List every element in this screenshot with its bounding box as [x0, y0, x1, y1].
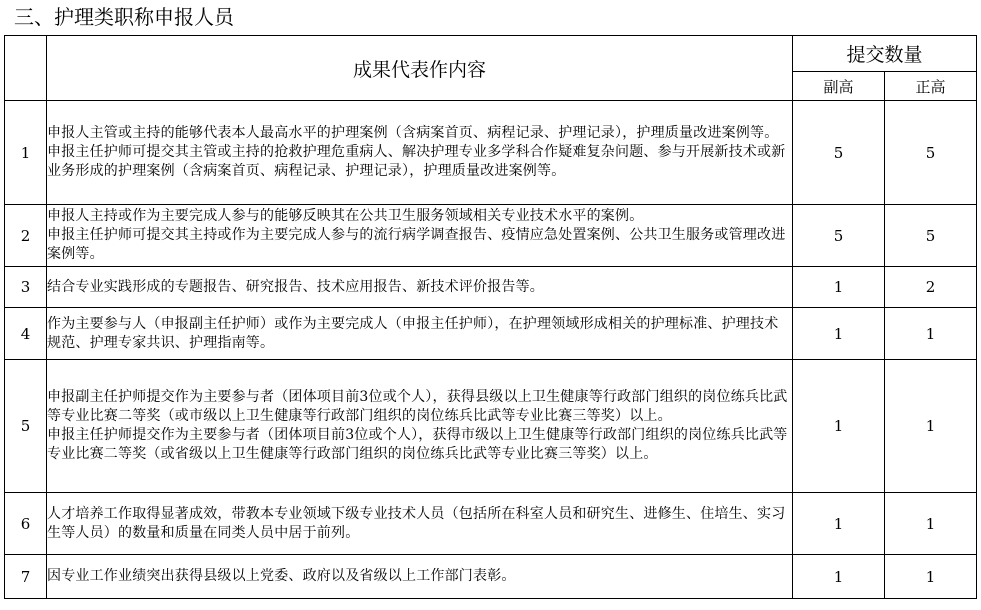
row-paragraph: 作为主要参与人（申报副主任护师）或作为主要完成人（申报主任护师），在护理领域形成相关的护理标准、护理技术规范、护理专家共识、护理指南等。 [47, 315, 779, 351]
deputy-count: 5 [793, 101, 885, 205]
deputy-count: 1 [793, 267, 885, 308]
row-paragraph: 申报主任护师可提交其主管或主持的抢救护理危重病人、解决护理专业多学科合作疑难复杂问题、参与开展新技术或新业务形成的护理案例（含病案首页、病程记录、护理记录），护理质量改进案例等。 [47, 144, 786, 179]
senior-count: 1 [885, 493, 977, 555]
row-number: 1 [5, 101, 47, 205]
row-paragraph: 申报主任护师提交作为主要参与者（团体项目前3位或个人），获得市级以上卫生健康等行政部门组织的岗位练兵比武等专业比赛二等奖（或省级以上卫生健康等行政部门组织的岗位练兵比武等专业比赛三等奖）以上。 [47, 427, 788, 462]
row-content [47, 101, 793, 205]
row-content [47, 267, 793, 308]
deputy-count: 1 [793, 555, 885, 599]
deputy-count: 1 [793, 493, 885, 555]
table-row [5, 493, 977, 555]
row-number: 4 [5, 308, 47, 360]
table-row [5, 360, 977, 493]
header-deputy: 副高 [793, 72, 885, 101]
row-content [47, 308, 793, 360]
deputy-count: 5 [793, 205, 885, 267]
row-content [47, 555, 793, 599]
row-content [47, 493, 793, 555]
table-row [5, 205, 977, 267]
table-row [5, 308, 977, 360]
row-number: 7 [5, 555, 47, 599]
row-paragraph: 结合专业实践形成的专题报告、研究报告、技术应用报告、新技术评价报告等。 [47, 278, 544, 295]
row-paragraph: 申报主任护师可提交其主持或作为主要完成人参与的流行病学调查报告、疫情应急处置案例、公共卫生服务或管理改进案例等。 [47, 227, 786, 262]
row-number: 5 [5, 360, 47, 493]
row-number: 3 [5, 267, 47, 308]
row-number: 2 [5, 205, 47, 267]
senior-count: 1 [885, 308, 977, 360]
row-content [47, 360, 793, 493]
senior-count: 2 [885, 267, 977, 308]
row-paragraph: 人才培养工作取得显著成效，带教本专业领域下级专业技术人员（包括所在科室人员和研究生、进修生、住培生、实习生等人员）的数量和质量在同类人员中居于前列。 [47, 505, 786, 541]
section-title: 三、护理类职称申报人员 [14, 5, 234, 29]
deputy-count: 1 [793, 360, 885, 493]
row-paragraph: 申报副主任护师提交作为主要参与者（团体项目前3位或个人），获得县级以上卫生健康等行政部门组织的岗位练兵比武等专业比赛二等奖（或市级以上卫生健康等行政部门组织的岗位练兵比武等专业比赛三等奖）以上。 [47, 389, 788, 424]
deputy-count: 1 [793, 308, 885, 360]
row-paragraph: 申报人主管或主持的能够代表本人最高水平的护理案例（含病案首页、病程记录、护理记录），护理质量改进案例等。 [47, 125, 779, 141]
row-content [47, 205, 793, 267]
row-number: 6 [5, 493, 47, 555]
row-paragraph: 因专业工作业绩突出获得县级以上党委、政府以及省级以上工作部门表彰。 [47, 568, 516, 584]
table-row [5, 267, 977, 308]
senior-count: 1 [885, 555, 977, 599]
header-senior: 正高 [885, 72, 977, 101]
senior-count: 5 [885, 101, 977, 205]
senior-count: 5 [885, 205, 977, 267]
table-row [5, 101, 977, 205]
row-paragraph: 申报人主持或作为主要完成人参与的能够反映其在公共卫生服务领域相关专业技术水平的案例。 [47, 208, 644, 224]
table-row [5, 555, 977, 599]
header-content: 成果代表作内容 [47, 36, 793, 101]
header-num-cell [5, 36, 47, 101]
achievements-table [4, 35, 977, 599]
senior-count: 1 [885, 360, 977, 493]
header-count: 提交数量 [793, 36, 977, 72]
